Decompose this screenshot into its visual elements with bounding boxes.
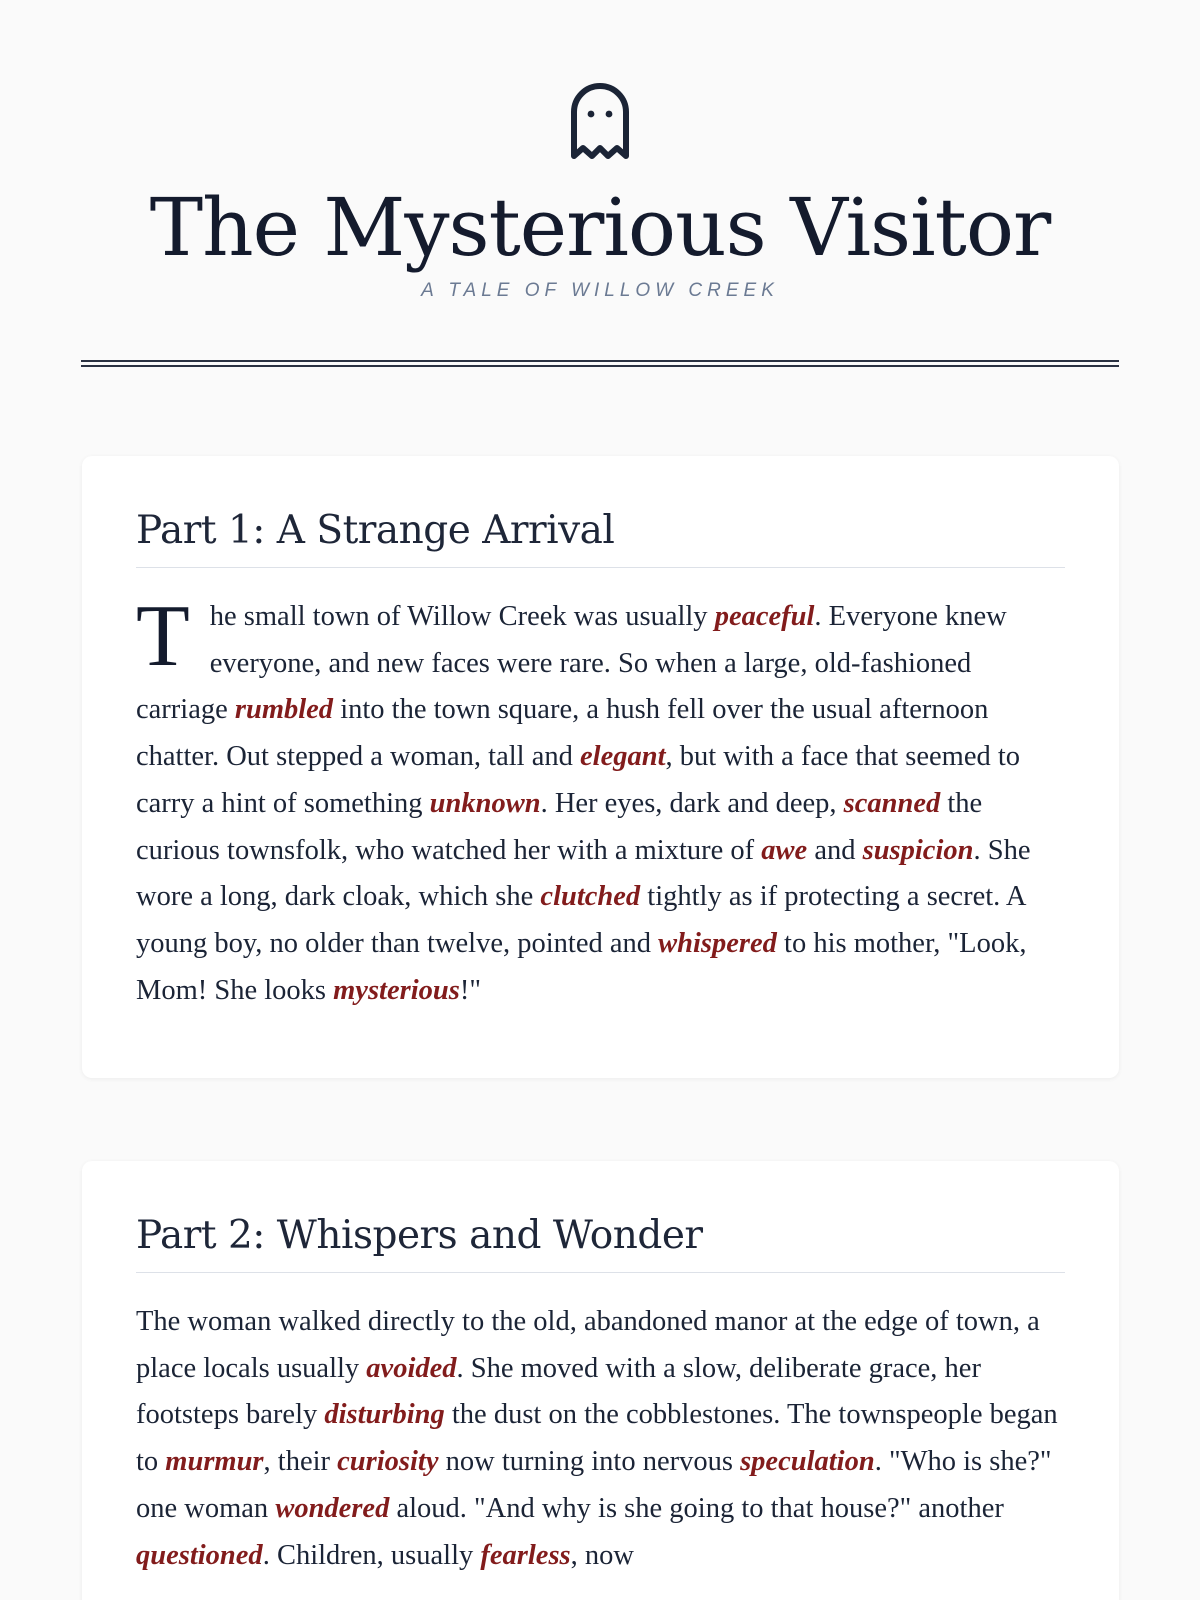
vocab-word: suspicion [862,834,974,866]
text-segment: he small town of Willow Creek was usually [209,601,715,632]
story-header [0,0,1200,302]
vocab-word: awe [761,834,808,866]
story-section-part-2 [82,1161,1119,1600]
text-segment: , their [263,1446,338,1478]
vocab-word: curiosity [337,1446,439,1478]
vocab-word: unknown [429,787,541,819]
text-segment: into the town square, a hush fell over the usual afternoon chatter. Out stepped a woman, tall and [136,694,989,773]
text-segment: . She wore a long, dark cloak, which she [136,834,1031,913]
vocab-word: peaceful [714,601,815,632]
vocab-word: murmur [165,1446,264,1478]
text-segment: the dust on the cobblestones. The townspeople began to [136,1399,1058,1478]
text-segment: . Her eyes, dark and deep, [540,787,844,819]
vocab-word: fearless [480,1539,571,1571]
text-segment: now turning into nervous [438,1446,741,1478]
vocab-word: speculation [740,1446,875,1478]
ghost-icon [568,80,632,160]
section-title: Part 1: A Strange Arrival [136,508,1065,568]
double-rule-divider [81,360,1119,367]
story-section-part-1 [82,456,1119,1078]
text-segment: tightly as if protecting a secret. A young boy, no older than twelve, pointed and [136,881,1025,959]
text-segment: the curious townsfolk, who watched her with a mixture of [136,787,983,866]
text-segment: to his mother, "Look, Mom! She looks [136,927,1027,1006]
vocab-word: wondered [275,1492,390,1524]
text-segment: , but with a face that seemed to carry a hint of something [136,741,1021,819]
section-title: Part 2: Whispers and Wonder [136,1213,1065,1273]
text-segment: . Everyone knew everyone, and new faces were rare. So when a large, old-fashioned carriage [136,601,1007,726]
page-subtitle: A TALE OF WILLOW CREEK [421,280,779,301]
vocab-word: avoided [366,1352,457,1384]
vocab-word: clutched [540,881,641,913]
vocab-word: rumbled [234,694,334,726]
section-paragraph [136,1299,1065,1579]
text-segment: , now [570,1539,634,1571]
text-segment: . "Who is she?" one woman [136,1446,1052,1524]
text-segment: !" [459,974,481,1006]
vocab-word: disturbing [324,1399,445,1431]
vocab-word: mysterious [333,974,460,1006]
text-segment: . She moved with a slow, deliberate grace, her footsteps barely [136,1352,981,1431]
text-segment: aloud. "And why is she going to that house?" another [389,1492,1004,1524]
vocab-word: scanned [843,787,941,819]
text-segment: and [807,834,863,866]
drop-cap: T [136,588,190,685]
section-paragraph [136,588,1065,1014]
vocab-word: elegant [580,741,666,773]
page-title: The Mysterious Visitor [149,181,1051,274]
vocab-word: whispered [658,927,777,959]
text-segment: The woman walked directly to the old, abandoned manor at the edge of town, a place locals usually [136,1306,1040,1384]
text-segment: . Children, usually [262,1539,481,1571]
vocab-word: questioned [136,1539,263,1571]
